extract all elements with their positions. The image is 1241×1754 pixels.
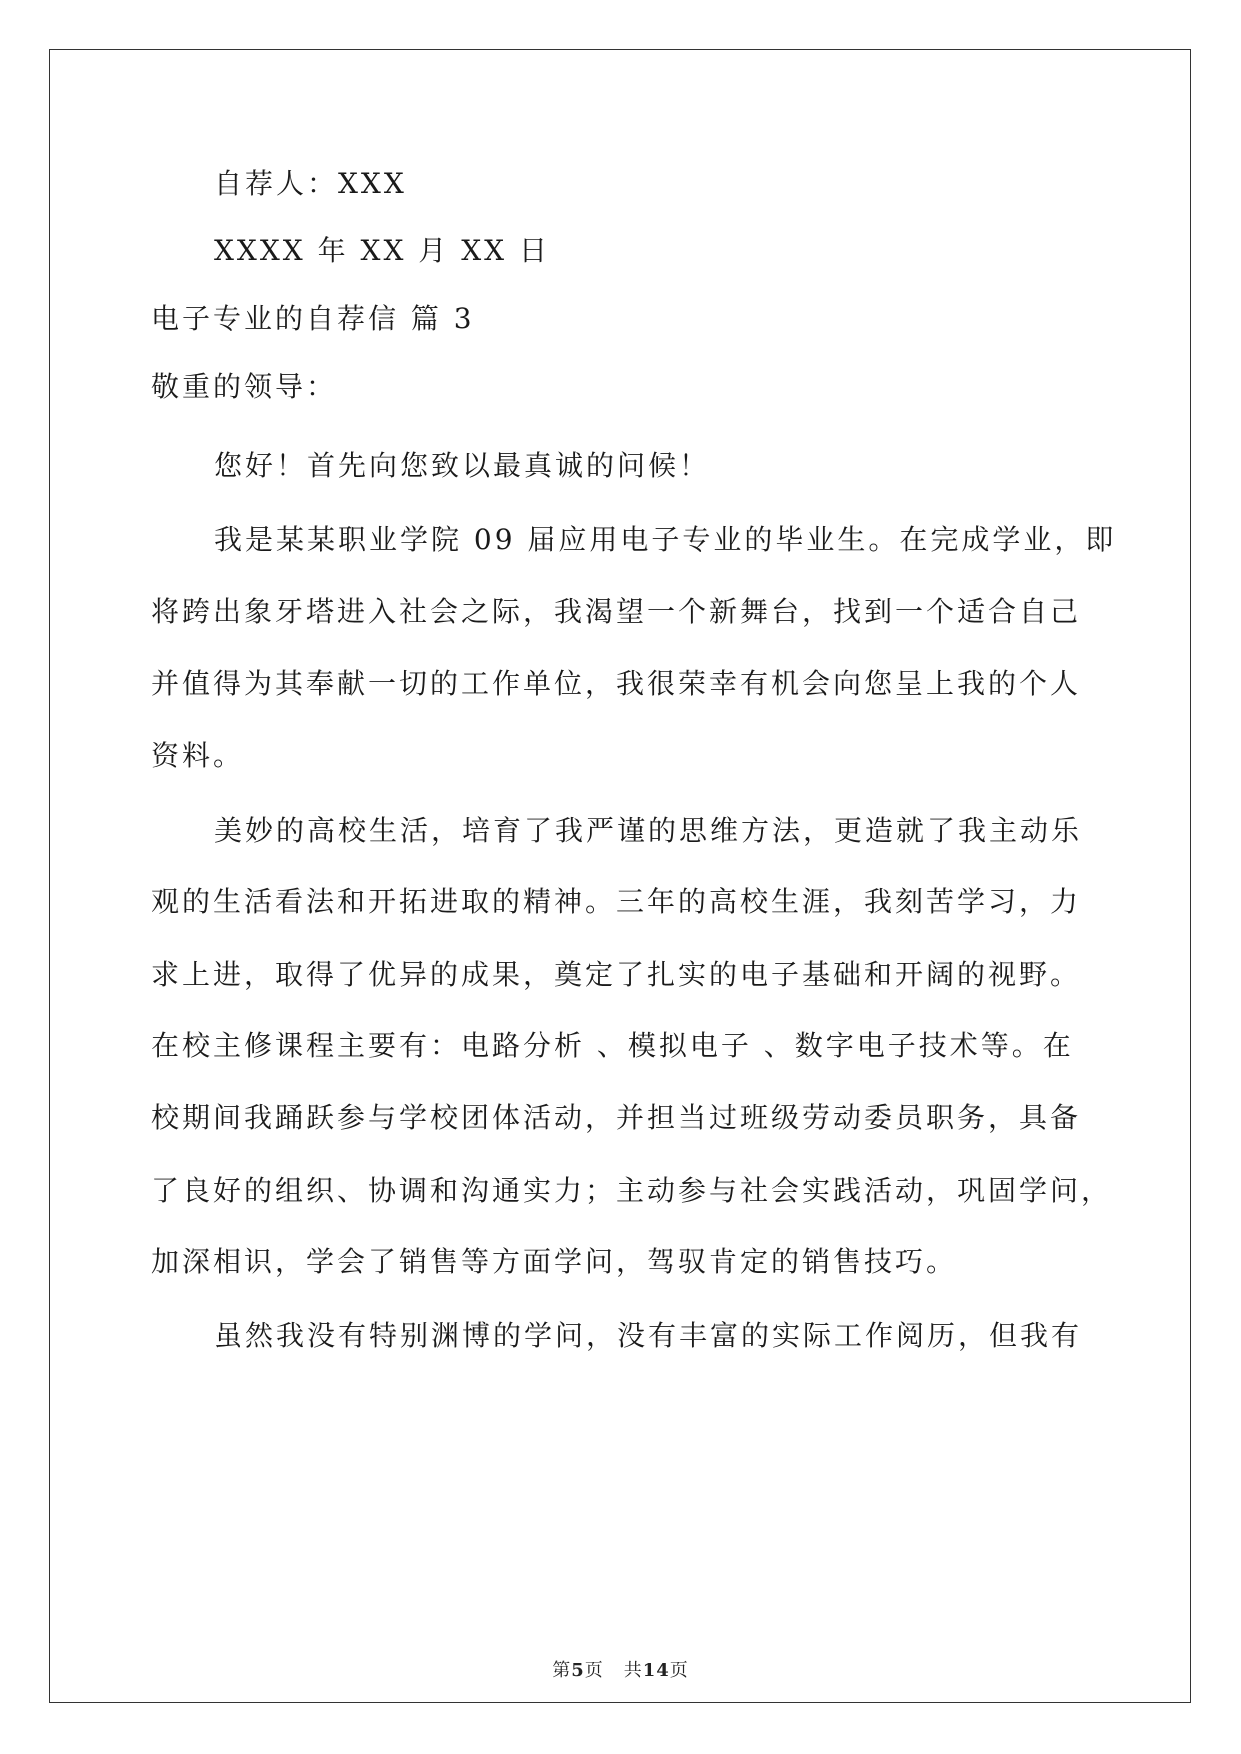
paragraph-line: 美妙的高校生活，培育了我严谨的思维方法，更造就了我主动乐 bbox=[214, 814, 1083, 847]
paragraph-line: 虽然我没有特别渊博的学问，没有丰富的实际工作阅历，但我有 bbox=[214, 1319, 1083, 1352]
total-pages-number: 14 bbox=[642, 1660, 670, 1681]
paragraph-line: 资料。 bbox=[151, 739, 245, 772]
signature-date: XXXX 年 XX 月 XX 日 bbox=[214, 234, 550, 267]
salutation: 敬重的领导： bbox=[151, 370, 338, 403]
section-title: 电子专业的自荐信 篇 3 bbox=[151, 302, 475, 335]
footer-page-word: 页 bbox=[584, 1660, 604, 1681]
footer-total-word: 页 bbox=[669, 1660, 689, 1681]
current-page-number: 5 bbox=[571, 1660, 585, 1681]
footer-prefix: 第 bbox=[552, 1660, 572, 1681]
paragraph-line: 校期间我踊跃参与学校团体活动，并担当过班级劳动委员职务，具备 bbox=[151, 1101, 1082, 1134]
paragraph-line: 在校主修课程主要有：电路分析 、模拟电子 、数字电子技术等。在 bbox=[151, 1029, 1074, 1062]
paragraph-line: 将跨出象牙塔进入社会之际，我渴望一个新舞台，找到一个适合自己 bbox=[151, 595, 1082, 628]
paragraph-line: 加深相识，学会了销售等方面学问，驾驭肯定的销售技巧。 bbox=[151, 1245, 958, 1278]
paragraph-line: 并值得为其奉献一切的工作单位，我很荣幸有机会向您呈上我的个人 bbox=[151, 667, 1082, 700]
paragraph-line: 您好！首先向您致以最真诚的问候！ bbox=[214, 449, 711, 482]
paragraph-line: 我是某某职业学院 09 届应用电子专业的毕业生。在完成学业，即 bbox=[214, 523, 1117, 556]
paragraph-line: 了良好的组织、协调和沟通实力；主动参与社会实践活动，巩固学问， bbox=[151, 1174, 1113, 1207]
paragraph-line: 观的生活看法和开拓进取的精神。三年的高校生涯，我刻苦学习，力 bbox=[151, 885, 1082, 918]
paragraph-line: 求上进，取得了优异的成果，奠定了扎实的电子基础和开阔的视野。 bbox=[151, 958, 1082, 991]
page-border bbox=[49, 49, 1191, 1703]
footer-total-prefix: 共 bbox=[623, 1660, 643, 1681]
signature-recommender: 自荐人：XXX bbox=[214, 167, 407, 200]
page-footer bbox=[0, 1656, 1241, 1682]
